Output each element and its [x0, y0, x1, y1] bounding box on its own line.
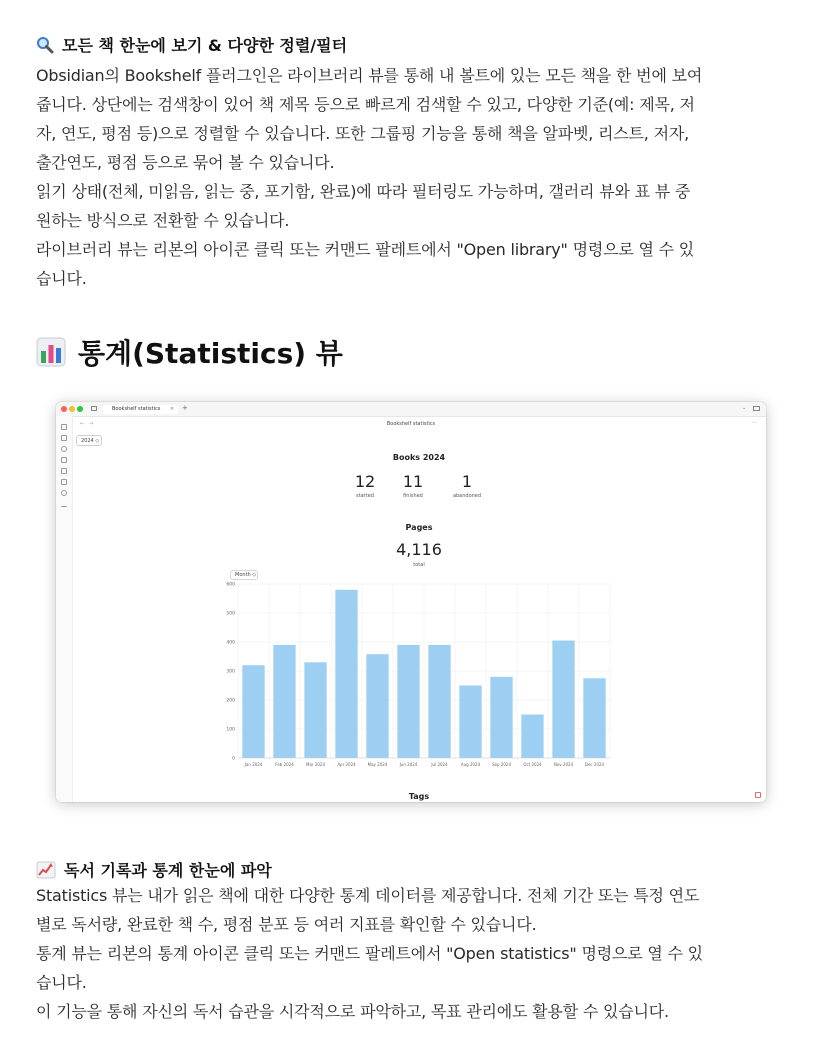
status-warning-icon[interactable]: [755, 792, 761, 798]
more-options-icon[interactable]: ···: [752, 420, 757, 426]
bar: [397, 645, 419, 758]
section-heading-statistics: [36, 332, 343, 372]
pages-heading: Pages: [405, 523, 433, 532]
tab-statistics[interactable]: Bookshelf statistics ×: [103, 405, 178, 414]
year-select[interactable]: 2024 ◇: [76, 435, 102, 446]
close-dot-icon[interactable]: [61, 406, 67, 412]
y-tick-label: 100: [226, 727, 235, 733]
x-tick-label: Sep 2024: [492, 762, 511, 767]
bar: [583, 678, 605, 758]
bar: [490, 677, 512, 758]
section1-paragraph: Obsidian의 Bookshelf 플러그인은 라이브러리 뷰를 통해 내 볼트에 있는 모든 책을 한 번에 보여 줍니다. 상단에는 검색창이 있어 책 제목 등으로 빠르게 검색할 수 있고, 다양한 기준(예: 제목, 저 자, 연도, 평점 등)으로 정렬할 수 있습니다. 또한 그룹핑 기능을 통해 책을 알파벳, 리스트, 저자, 출간연도, 평점 등으로 묶어 볼 수 있습니다. 읽기 상태(전체, 미읽음, 읽는 중, 포기함, 완료)에 따라 필터링도 가능하며, 갤러리 뷰와 표 뷰 중 원하는 방식으로 전환할 수 있습니다. 라이브러리 뷰는 리본의 아이콘 클릭 또는 커맨드 팔레트에서 "Open library" 명령으로 열 수 있 습니다.: [36, 66, 703, 288]
bar: [552, 641, 574, 758]
bar: [335, 590, 357, 758]
chevron-down-icon[interactable]: ⌄: [742, 405, 747, 411]
stat-started-label: started: [356, 493, 374, 499]
pages-bar-chart: [224, 580, 614, 776]
y-tick-label: 400: [226, 640, 235, 646]
pages-total-label: total: [413, 562, 425, 568]
y-tick-label: 600: [226, 582, 235, 588]
x-tick-label: Jul 2024: [431, 762, 448, 767]
statistics-icon[interactable]: [61, 435, 67, 441]
x-tick-label: Dec 2024: [584, 762, 605, 767]
section-heading-library: [36, 33, 347, 56]
stat-abandoned-value: 1: [461, 472, 473, 491]
bookmark-icon[interactable]: [61, 457, 67, 463]
sync-icon[interactable]: [61, 490, 67, 496]
tags-heading: Tags: [408, 792, 430, 801]
calendar-icon[interactable]: [61, 479, 67, 485]
section-heading-records: [36, 858, 272, 881]
x-tick-label: Oct 2024: [523, 762, 542, 767]
x-tick-label: Feb 2024: [275, 762, 294, 767]
graph-icon[interactable]: [61, 446, 67, 452]
y-tick-label: 500: [226, 611, 235, 617]
bar: [273, 645, 295, 758]
stat-finished-label: finished: [403, 493, 423, 499]
x-tick-label: Jun 2024: [399, 762, 418, 767]
section-heading-text: 모든 책 한눈에 보기 & 다양한 정렬/필터: [62, 36, 348, 55]
x-tick-label: Mar 2024: [306, 762, 325, 767]
bar-chart-icon: [36, 337, 66, 367]
y-tick-label: 0: [232, 756, 235, 762]
bar: [459, 686, 481, 759]
window-titlebar: [56, 402, 766, 417]
statistics-screenshot: [56, 402, 766, 802]
library-icon[interactable]: [61, 424, 67, 430]
x-tick-label: Nov 2024: [553, 762, 574, 767]
sidebar-toggle-icon[interactable]: [91, 406, 97, 411]
section-heading-text: 통계(Statistics) 뷰: [78, 337, 343, 370]
new-tab-icon[interactable]: +: [182, 404, 188, 412]
y-tick-label: 300: [226, 669, 235, 675]
x-tick-label: Apr 2024: [337, 762, 356, 767]
bar: [428, 645, 450, 758]
x-tick-label: May 2024: [367, 762, 388, 767]
back-arrow-icon[interactable]: ←: [80, 421, 85, 427]
tab-close-icon[interactable]: ×: [170, 406, 175, 412]
section-heading-text: 독서 기록과 통계 한눈에 파악: [64, 861, 272, 880]
x-tick-label: Aug 2024: [460, 762, 481, 767]
forward-arrow-icon[interactable]: →: [89, 421, 94, 427]
bar: [304, 662, 326, 758]
minimize-dot-icon[interactable]: [69, 406, 75, 412]
bar: [242, 665, 264, 758]
chart-increasing-icon: [36, 861, 56, 879]
stat-abandoned-label: abandoned: [452, 493, 482, 499]
books-heading: Books 2024: [392, 453, 446, 462]
maximize-dot-icon[interactable]: [77, 406, 83, 412]
stat-started-value: 12: [354, 472, 376, 491]
bar: [521, 715, 543, 759]
period-select[interactable]: Month ◇: [230, 570, 258, 580]
window-title: Bookshelf statistics: [386, 421, 436, 427]
layout-icon[interactable]: [753, 406, 760, 411]
magnifier-icon: [36, 36, 54, 54]
y-tick-label: 200: [226, 698, 235, 704]
grid-icon[interactable]: [61, 468, 67, 474]
terminal-icon[interactable]: [61, 501, 67, 507]
ribbon: [56, 416, 73, 802]
pages-total-value: 4,116: [396, 540, 442, 559]
stat-finished-value: 11: [402, 472, 424, 491]
section3-paragraph: Statistics 뷰는 내가 읽은 책에 대한 다양한 통계 데이터를 제공합니다. 전체 기간 또는 특정 연도 별로 독서량, 완료한 책 수, 평점 분포 등 여러 지표를 확인할 수 있습니다. 통계 뷰는 리본의 통계 아이콘 클릭 또는 커맨드 팔레트에서 "Open statistics" 명령으로 열 수 있 습니다. 이 기능을 통해 자신의 독서 습관을 시각적으로 파악하고, 목표 관리에도 활용할 수 있습니다.: [36, 886, 703, 1021]
x-tick-label: Jan 2024: [244, 762, 263, 767]
bar: [366, 654, 388, 758]
